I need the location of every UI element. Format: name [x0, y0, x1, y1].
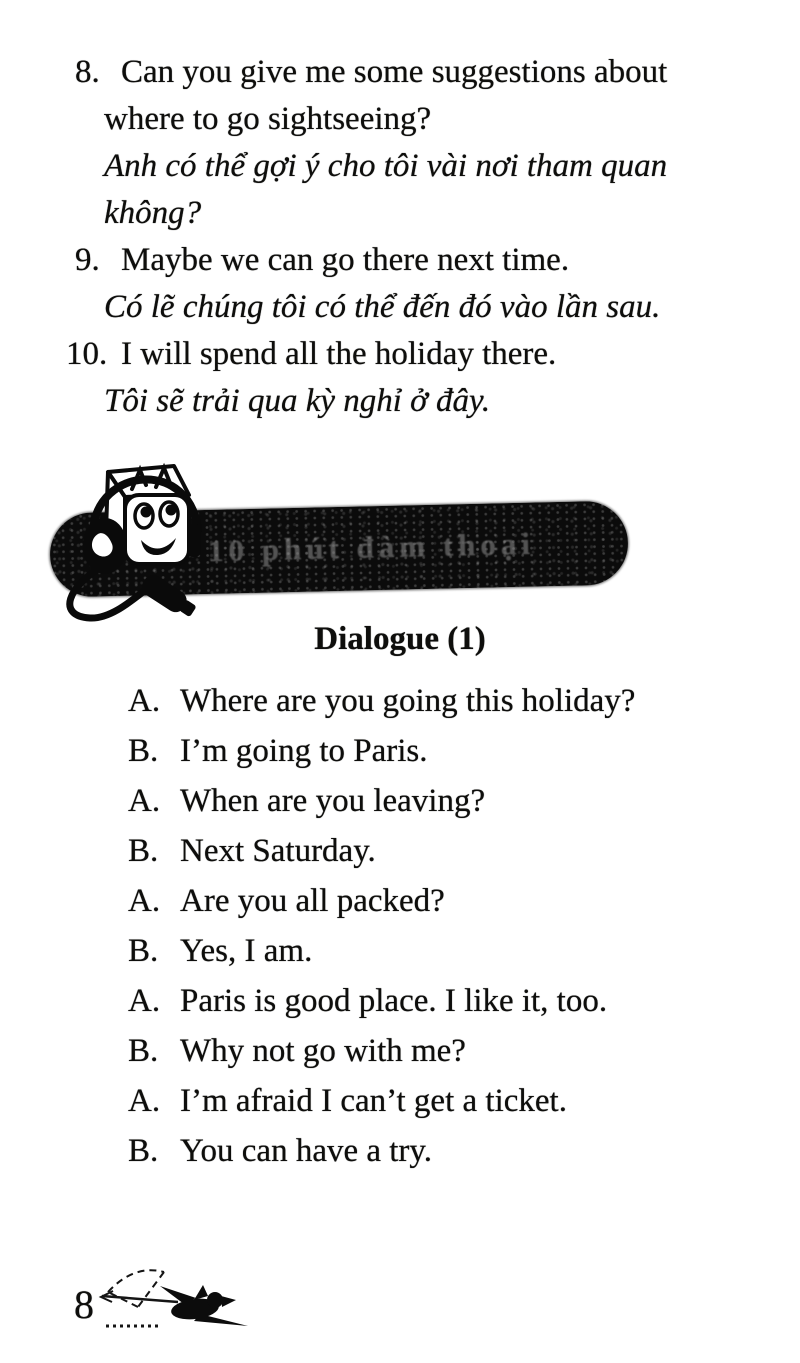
speaker-label: B.	[128, 1033, 159, 1069]
dialogue-title: Dialogue (1)	[314, 621, 486, 657]
sentence-number: 8.	[75, 54, 100, 90]
dialogue-line	[128, 1126, 748, 1176]
page-number: 8	[74, 1282, 94, 1327]
dialogue-text: Why not go with me?	[180, 1033, 466, 1069]
sentence-item-9	[66, 237, 756, 331]
english-line: Maybe we can go there next time.	[121, 242, 570, 278]
vietnamese-line: Anh có thể gợi ý cho tôi vài nơi tham quan	[104, 148, 668, 184]
english-line: where to go sightseeing?	[104, 101, 432, 137]
dialogue-line	[128, 876, 748, 926]
vietnamese-line: không?	[104, 195, 202, 231]
speaker-label: A.	[128, 983, 161, 1019]
speaker-label: B.	[128, 833, 159, 869]
banner-title: 10 phút đàm thoại	[207, 525, 536, 569]
dialogue-text: Are you all packed?	[180, 883, 445, 919]
dialogue-text: You can have a try.	[180, 1133, 433, 1169]
sentence-item-8	[66, 49, 756, 237]
speaker-label: A.	[128, 1083, 161, 1119]
dialogue-text: Next Saturday.	[180, 833, 376, 869]
dialogue-text: Yes, I am.	[180, 933, 313, 969]
dialogue-line	[128, 976, 748, 1026]
dialogue-text: Paris is good place. I like it, too.	[180, 983, 608, 1019]
dialogue-text: Where are you going this holiday?	[180, 683, 636, 719]
dialogue-line	[128, 926, 748, 976]
dialogue-section	[128, 676, 748, 1176]
vietnamese-line: Tôi sẽ trải qua kỳ nghỉ ở đây.	[104, 383, 491, 419]
flying-bird-doodle-icon	[98, 1262, 250, 1334]
sentence-number: 9.	[75, 242, 100, 278]
english-line: Can you give me some suggestions about	[121, 54, 668, 90]
sentence-lines	[104, 49, 756, 237]
speaker-label: A.	[128, 783, 161, 819]
sentence-lines	[104, 331, 756, 425]
speaker-label: A.	[128, 883, 161, 919]
section-banner	[0, 433, 800, 615]
numbered-sentences	[66, 0, 756, 425]
speaker-label: B.	[128, 1133, 159, 1169]
headphones-cube-mascot-icon	[48, 454, 215, 642]
speaker-label: B.	[128, 933, 159, 969]
dialogue-line	[128, 676, 748, 726]
dialogue-line	[128, 1026, 748, 1076]
dialogue-line	[128, 726, 748, 776]
dialogue-text: I’m going to Paris.	[180, 733, 428, 769]
dialogue-line	[128, 826, 748, 876]
sentence-item-10	[66, 331, 756, 425]
dialogue-line	[128, 776, 748, 826]
speaker-label: A.	[128, 683, 161, 719]
dialogue-line	[128, 1076, 748, 1126]
speaker-label: B.	[128, 733, 159, 769]
sentence-lines	[104, 237, 756, 331]
english-line: I will spend all the holiday there.	[121, 336, 557, 372]
sentence-number: 10.	[66, 336, 108, 372]
dialogue-text: When are you leaving?	[180, 783, 486, 819]
dialogue-text: I’m afraid I can’t get a ticket.	[180, 1083, 567, 1119]
vietnamese-line: Có lẽ chúng tôi có thể đến đó vào lần sau.	[104, 289, 661, 325]
